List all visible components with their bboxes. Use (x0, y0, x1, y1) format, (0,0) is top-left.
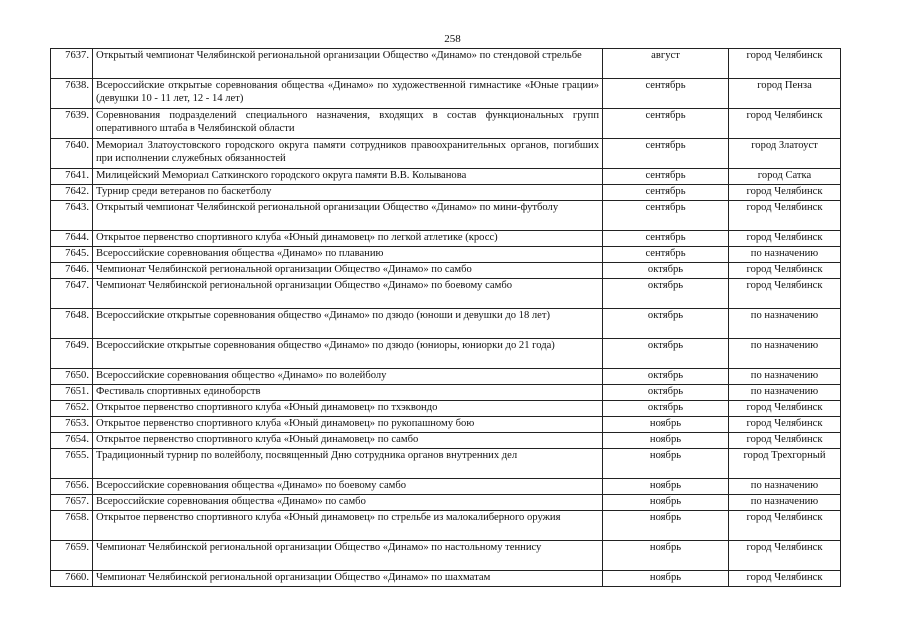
event-title: Мемориал Златоустовского городского округа памяти сотрудников правоохранительных органов, погибших при исполнении служебных обязанностей (93, 139, 603, 169)
event-place: город Златоуст (729, 139, 841, 169)
table-row (51, 385, 841, 401)
table-row (51, 169, 841, 185)
event-place: город Челябинск (729, 417, 841, 433)
table-row (51, 247, 841, 263)
row-number: 7647. (51, 279, 93, 309)
event-month: сентябрь (603, 79, 729, 109)
event-month: август (603, 49, 729, 79)
event-place: город Трехгорный (729, 449, 841, 479)
event-title: Чемпионат Челябинской региональной организации Общество «Динамо» по настольному теннису (93, 541, 603, 571)
event-place: город Челябинск (729, 401, 841, 417)
event-month: ноябрь (603, 479, 729, 495)
row-number: 7639. (51, 109, 93, 139)
row-number: 7648. (51, 309, 93, 339)
row-number: 7645. (51, 247, 93, 263)
table-row (51, 231, 841, 247)
event-title: Открытый чемпионат Челябинской региональной организации Общество «Динамо» по мини-футболу (93, 201, 603, 231)
table-row (51, 49, 841, 79)
event-month: сентябрь (603, 201, 729, 231)
event-title: Фестиваль спортивных единоборств (93, 385, 603, 401)
row-number: 7640. (51, 139, 93, 169)
event-title: Соревнования подразделений специального назначения, входящих в состав функциональных групп оперативного штаба в Челябинской области (93, 109, 603, 139)
row-number: 7660. (51, 571, 93, 587)
row-number: 7637. (51, 49, 93, 79)
row-number: 7657. (51, 495, 93, 511)
events-table-body (51, 49, 841, 587)
table-row (51, 139, 841, 169)
table-row (51, 279, 841, 309)
row-number: 7646. (51, 263, 93, 279)
event-title: Традиционный турнир по волейболу, посвященный Дню сотрудника органов внутренних дел (93, 449, 603, 479)
event-month: октябрь (603, 369, 729, 385)
table-row (51, 541, 841, 571)
table-row (51, 309, 841, 339)
table-row (51, 495, 841, 511)
table-row (51, 449, 841, 479)
event-place: по назначению (729, 385, 841, 401)
event-place: по назначению (729, 495, 841, 511)
events-table (50, 48, 841, 587)
event-title: Открытое первенство спортивного клуба «Юный динамовец» по стрельбе из малокалиберного оружия (93, 511, 603, 541)
event-place: город Челябинск (729, 49, 841, 79)
event-month: ноябрь (603, 449, 729, 479)
event-title: Всероссийские соревнования общества «Динамо» по плаванию (93, 247, 603, 263)
row-number: 7642. (51, 185, 93, 201)
event-place: город Челябинск (729, 541, 841, 571)
event-title: Чемпионат Челябинской региональной организации Общество «Динамо» по боевому самбо (93, 279, 603, 309)
event-month: октябрь (603, 401, 729, 417)
event-month: ноябрь (603, 541, 729, 571)
event-month: октябрь (603, 263, 729, 279)
table-row (51, 109, 841, 139)
row-number: 7658. (51, 511, 93, 541)
event-title: Всероссийские соревнования общество «Динамо» по волейболу (93, 369, 603, 385)
table-row (51, 263, 841, 279)
table-row (51, 185, 841, 201)
event-title: Чемпионат Челябинской региональной организации Общество «Динамо» по шахматам (93, 571, 603, 587)
event-month: сентябрь (603, 231, 729, 247)
row-number: 7655. (51, 449, 93, 479)
row-number: 7641. (51, 169, 93, 185)
event-place: город Челябинск (729, 571, 841, 587)
event-place: по назначению (729, 339, 841, 369)
event-month: октябрь (603, 339, 729, 369)
row-number: 7656. (51, 479, 93, 495)
event-month: октябрь (603, 385, 729, 401)
event-place: город Челябинск (729, 185, 841, 201)
event-title: Открытое первенство спортивного клуба «Юный динамовец» по рукопашному бою (93, 417, 603, 433)
event-place: по назначению (729, 247, 841, 263)
table-row (51, 479, 841, 495)
table-row (51, 369, 841, 385)
row-number: 7649. (51, 339, 93, 369)
event-month: октябрь (603, 309, 729, 339)
table-row (51, 571, 841, 587)
event-title: Чемпионат Челябинской региональной организации Общество «Динамо» по самбо (93, 263, 603, 279)
event-place: город Челябинск (729, 263, 841, 279)
row-number: 7653. (51, 417, 93, 433)
event-place: город Челябинск (729, 231, 841, 247)
event-place: город Челябинск (729, 433, 841, 449)
event-place: город Челябинск (729, 201, 841, 231)
event-place: город Челябинск (729, 511, 841, 541)
table-row (51, 433, 841, 449)
event-month: сентябрь (603, 139, 729, 169)
event-place: по назначению (729, 479, 841, 495)
event-title: Открытый чемпионат Челябинской региональной организации Общество «Динамо» по стендовой стрельбе (93, 49, 603, 79)
row-number: 7650. (51, 369, 93, 385)
event-place: город Пенза (729, 79, 841, 109)
table-row (51, 79, 841, 109)
event-title: Всероссийские соревнования общества «Динамо» по боевому самбо (93, 479, 603, 495)
event-place: город Челябинск (729, 109, 841, 139)
row-number: 7638. (51, 79, 93, 109)
event-title: Милицейский Мемориал Саткинского городского округа памяти В.В. Колыванова (93, 169, 603, 185)
event-title: Всероссийские открытые соревнования общество «Динамо» по дзюдо (юноши и девушки до 18 лет) (93, 309, 603, 339)
row-number: 7644. (51, 231, 93, 247)
row-number: 7651. (51, 385, 93, 401)
event-title: Всероссийские соревнования общества «Динамо» по самбо (93, 495, 603, 511)
event-month: октябрь (603, 279, 729, 309)
event-month: ноябрь (603, 417, 729, 433)
event-month: ноябрь (603, 511, 729, 541)
event-month: сентябрь (603, 169, 729, 185)
event-title: Открытое первенство спортивного клуба «Юный динамовец» по легкой атлетике (кросс) (93, 231, 603, 247)
event-title: Всероссийские открытые соревнования общества «Динамо» по художественной гимнастике «Юные грации» (девушки 10 - 11 лет, 12 - 14 лет) (93, 79, 603, 109)
table-row (51, 339, 841, 369)
row-number: 7659. (51, 541, 93, 571)
event-place: по назначению (729, 309, 841, 339)
table-row (51, 511, 841, 541)
event-place: по назначению (729, 369, 841, 385)
event-month: сентябрь (603, 247, 729, 263)
table-row (51, 417, 841, 433)
event-month: сентябрь (603, 185, 729, 201)
event-month: ноябрь (603, 571, 729, 587)
row-number: 7643. (51, 201, 93, 231)
event-title: Открытое первенство спортивного клуба «Юный динамовец» по самбо (93, 433, 603, 449)
event-place: город Челябинск (729, 279, 841, 309)
event-month: ноябрь (603, 433, 729, 449)
event-month: сентябрь (603, 109, 729, 139)
event-place: город Сатка (729, 169, 841, 185)
event-month: ноябрь (603, 495, 729, 511)
event-title: Открытое первенство спортивного клуба «Юный динамовец» по тхэквондо (93, 401, 603, 417)
page-number: 258 (444, 33, 461, 45)
event-title: Всероссийские открытые соревнования общество «Динамо» по дзюдо (юниоры, юниорки до 21 года) (93, 339, 603, 369)
row-number: 7654. (51, 433, 93, 449)
row-number: 7652. (51, 401, 93, 417)
table-row (51, 401, 841, 417)
event-title: Турнир среди ветеранов по баскетболу (93, 185, 603, 201)
table-row (51, 201, 841, 231)
